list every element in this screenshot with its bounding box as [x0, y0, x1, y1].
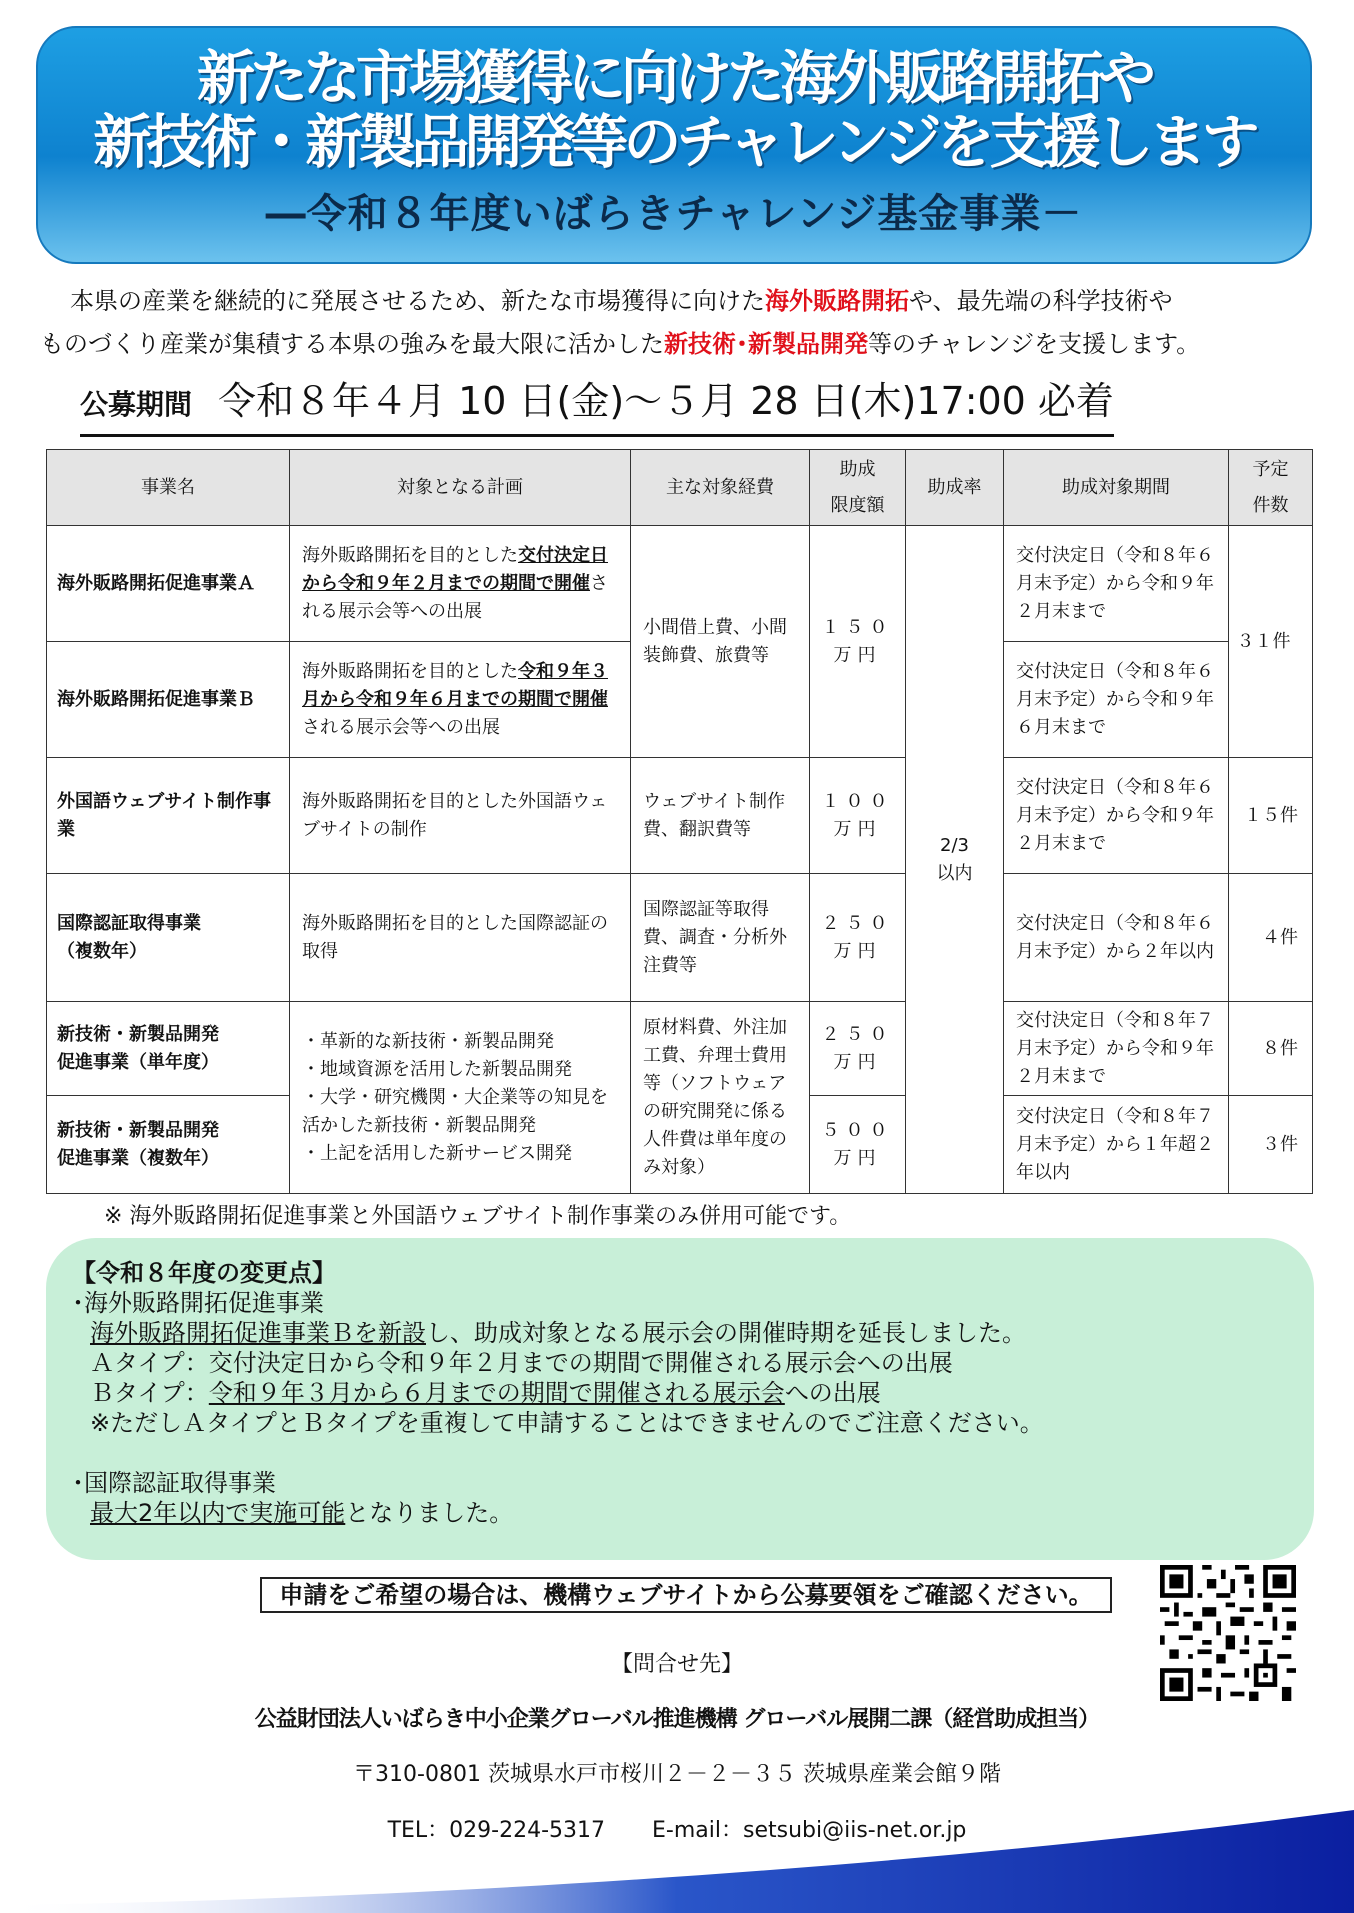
intro-text-segment: 本県の産業を継続的に発展させるため、新たな市場獲得に向けた [70, 287, 766, 315]
rate-unit: 以内 [936, 862, 973, 884]
table-header-row [47, 450, 1313, 526]
row-name [47, 874, 290, 1002]
changes-item2-line1 [72, 1498, 1284, 1528]
changes-item2-title: ･国際認証取得事業 [72, 1469, 276, 1497]
amount-unit: 万円 [833, 1051, 882, 1073]
page-subtitle: ―令和８年度いばらきチャレンジ基金事業－ [265, 191, 1083, 237]
row-name-line2: 促進事業（複数年） [57, 1147, 219, 1169]
row-period: 交付決定日（令和８年６月末予定）から２年以内 [1004, 874, 1229, 1002]
row-plan [290, 1002, 631, 1194]
amount-unit: 万円 [833, 940, 882, 962]
header-rate: 助成率 [906, 450, 1004, 526]
page-title-line2: 新技術・新製品開発等のチャレンジを支援します [93, 108, 1255, 176]
plan-bullet: ・地域資源を活用した新製品開発 [302, 1058, 572, 1080]
amount-value: １００ [821, 790, 894, 812]
changes-item1-line2: Ａタイプ：交付決定日から令和９年２月までの期間で開催される展示会への出展 [90, 1349, 953, 1377]
row-name: 海外販路開拓促進事業Ａ [47, 526, 290, 642]
plan-underlined: 交付決定日から令和９年２月までの期間で開催 [302, 544, 608, 594]
header-count-line1: 予定 [1252, 458, 1289, 480]
amount-value: ２５０ [821, 912, 894, 934]
header-banner [36, 26, 1312, 264]
row-cost: 原材料費、外注加工費、弁理士費用等（ソフトウェアの研究開発に係る人件費は単年度のみ対象） [631, 1002, 810, 1194]
period-label: 公募期間 [80, 388, 193, 421]
row-name-line1: 新技術・新製品開発 [57, 1023, 219, 1045]
row-period: 交付決定日（令和８年６月末予定）から令和９年２月末まで [1004, 526, 1229, 642]
intro-text-segment: 等のチャレンジを支援します。 [868, 330, 1201, 358]
amount-value: ５００ [821, 1119, 894, 1141]
header-name: 事業名 [47, 450, 290, 526]
row-count: １５件 [1229, 758, 1313, 874]
row-period: 交付決定日（令和８年７月末予定）から令和９年２月末まで [1004, 1002, 1229, 1096]
header-cost: 主な対象経費 [631, 450, 810, 526]
row-plan: 海外販路開拓を目的とした外国語ウェブサイトの制作 [290, 758, 631, 874]
changes-text: Ｂタイプ： [90, 1379, 209, 1407]
amount-value: １５０ [821, 616, 894, 638]
intro-text [40, 280, 1314, 366]
table-note: ※ 海外販路開拓促進事業と外国語ウェブサイト制作事業のみ併用可能です。 [104, 1204, 852, 1229]
changes-item1-line4: ※ただしＡタイプとＢタイプを重複して申請することはできませんのでご注意ください。 [90, 1409, 1044, 1437]
intro-text-segment: ものづくり産業が集積する本県の強みを最大限に活かした [40, 330, 664, 358]
row-plan [290, 526, 631, 642]
row-rate [906, 526, 1004, 1194]
plan-bullet: ・大学・研究機関・大企業等の知見を活かした新技術・新製品開発 [302, 1086, 608, 1136]
row-name-line1: 新技術・新製品開発 [57, 1119, 219, 1141]
amount-value: ２５０ [821, 1023, 894, 1045]
header-plan: 対象となる計画 [290, 450, 631, 526]
changes-title: 【令和８年度の変更点】 [72, 1259, 336, 1287]
row-count: ３件 [1229, 1096, 1313, 1194]
header-count-line2: 件数 [1252, 494, 1289, 516]
row-count: ４件 [1229, 874, 1313, 1002]
spacer [72, 1438, 1284, 1468]
header-period: 助成対象期間 [1004, 450, 1229, 526]
contact-org: 公益財団法人いばらき中小企業グローバル推進機構 グローバル展開二課（経営助成担当） [254, 1707, 1100, 1732]
amount-unit: 万円 [833, 818, 882, 840]
changes-text: への出展 [784, 1379, 881, 1407]
contact-tel: TEL：029-224-5317 [387, 1818, 606, 1843]
row-name: 海外販路開拓促進事業Ｂ [47, 642, 290, 758]
intro-line-2 [40, 323, 1314, 366]
changes-underlined: 海外販路開拓促進事業Ｂを新設 [90, 1319, 426, 1347]
table-row [47, 1002, 1313, 1096]
row-plan [290, 642, 631, 758]
changes-item1-line3 [72, 1378, 1284, 1408]
row-amount [810, 874, 906, 1002]
row-count: ８件 [1229, 1002, 1313, 1096]
row-name: 外国語ウェブサイト制作事業 [47, 758, 290, 874]
rate-value: 2/3 [940, 834, 969, 856]
changes-box [46, 1238, 1314, 1560]
highlight-overseas-sales: 海外販路開拓 [765, 287, 910, 315]
changes-item1-line1 [72, 1318, 1284, 1348]
footer-swoosh [0, 1800, 1354, 1913]
page-title-line1: 新たな市場獲得に向けた海外販路開拓や [196, 44, 1151, 112]
intro-line-1 [40, 280, 1314, 323]
row-name [47, 1002, 290, 1096]
plan-bullet: ・上記を活用した新サービス開発 [302, 1142, 572, 1164]
program-table [46, 449, 1313, 1194]
changes-underlined: 最大2年以内で実施可能 [90, 1499, 346, 1527]
contact-heading: 【問合せ先】 [610, 1652, 743, 1677]
row-plan: 海外販路開拓を目的とした国際認証の取得 [290, 874, 631, 1002]
contact-address: 〒310-0801 茨城県水戸市桜川２－２－３５ 茨城県産業会館９階 [353, 1762, 1001, 1787]
header-limit [810, 450, 906, 526]
period-dates: 令和８年４月 10 日(金)～５月 28 日(木)17:00 必着 [218, 379, 1114, 423]
table-row [47, 758, 1313, 874]
row-name-line1: 国際認証取得事業 [57, 912, 201, 934]
row-amount [810, 526, 906, 758]
contact-email[interactable]: E-mail：setsubi@iis-net.or.jp [652, 1818, 967, 1843]
row-cost: 国際認証等取得費、調査・分析外注費等 [631, 874, 810, 1002]
header-limit-line2: 限度額 [830, 494, 885, 516]
row-period: 交付決定日（令和８年７月末予定）から１年超２年以内 [1004, 1096, 1229, 1194]
highlight-new-tech: 新技術･新製品開発 [664, 330, 868, 358]
row-cost: ウェブサイト制作費、翻訳費等 [631, 758, 810, 874]
row-name-line2: 促進事業（単年度） [57, 1051, 219, 1073]
changes-item1-title: ･海外販路開拓促進事業 [72, 1289, 324, 1317]
row-amount [810, 1096, 906, 1194]
row-cost: 小間借上費、小間装飾費、旅費等 [631, 526, 810, 758]
qr-code-icon[interactable] [1160, 1565, 1296, 1701]
row-name-line2: （複数年） [57, 940, 147, 962]
header-count [1229, 450, 1313, 526]
intro-text-segment: や、最先端の科学技術や [909, 287, 1173, 315]
cta-box: 申請をご希望の場合は、機構ウェブサイトから公募要領をご確認ください。 [260, 1577, 1112, 1613]
row-name [47, 1096, 290, 1194]
changes-text: し、助成対象となる展示会の開催時期を延長しました。 [426, 1319, 1026, 1347]
row-period: 交付決定日（令和８年６月末予定）から令和９年２月末まで [1004, 758, 1229, 874]
table-row [47, 874, 1313, 1002]
amount-unit: 万円 [833, 1147, 882, 1169]
plan-bullet: ・革新的な新技術・新製品開発 [302, 1030, 554, 1052]
plan-text: される展示会等への出展 [302, 716, 500, 738]
header-limit-line1: 助成 [839, 458, 876, 480]
plan-underlined: 令和９年３月から令和９年６月までの期間で開催 [302, 660, 608, 710]
changes-underlined: 令和９年３月から６月までの期間で開催される展示会 [208, 1379, 785, 1407]
plan-text: 海外販路開拓を目的とした [302, 660, 518, 682]
amount-unit: 万円 [833, 644, 882, 666]
row-amount [810, 1002, 906, 1096]
row-count: ３１件 [1229, 526, 1313, 758]
application-period [80, 378, 1114, 437]
plan-text: される展示会等への出展 [302, 572, 608, 622]
changes-text: となりました。 [345, 1499, 514, 1527]
table-row [47, 526, 1313, 642]
plan-text: 海外販路開拓を目的とした [302, 544, 518, 566]
row-amount [810, 758, 906, 874]
row-period: 交付決定日（令和８年６月末予定）から令和９年６月末まで [1004, 642, 1229, 758]
